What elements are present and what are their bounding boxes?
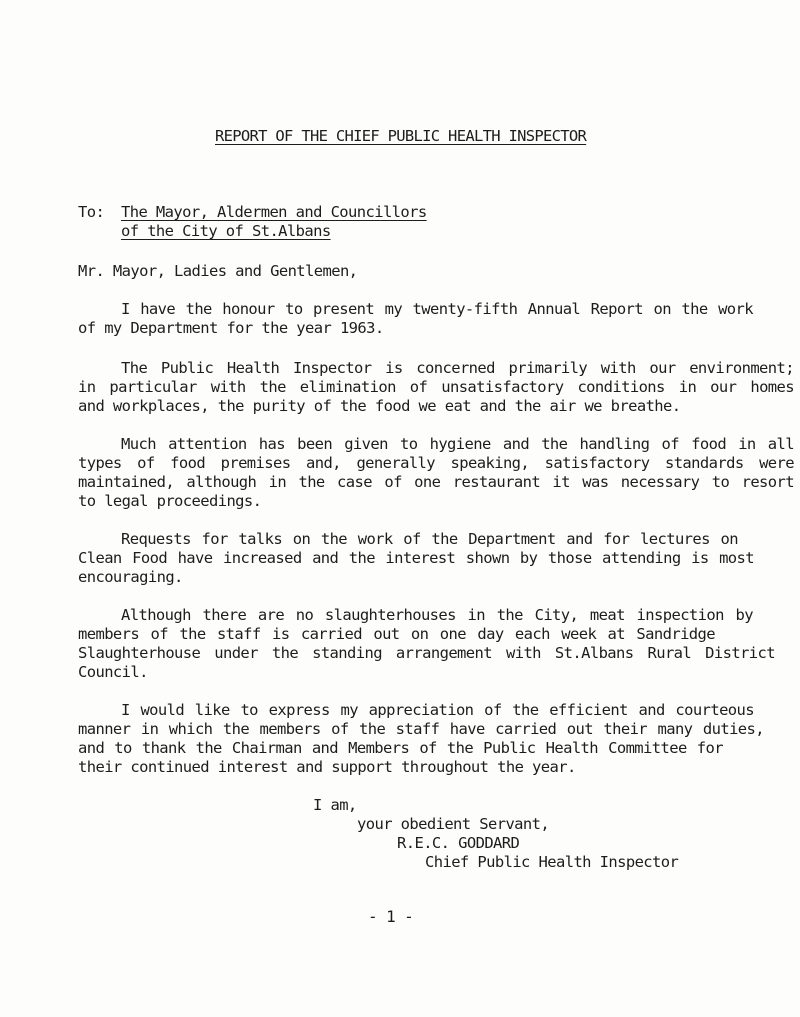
addressee-line-2: of the City of St.Albans [121, 222, 331, 240]
paragraph-3-line-1: Much attention has been given to hygiene and the handling of food in all [121, 435, 794, 453]
paragraph-5-line-4: Council. [78, 663, 148, 681]
paragraph-2-line-1: The Public Health Inspector is concerned primarily with our environment; [121, 359, 794, 377]
paragraph-1-line-1: I have the honour to present my twenty-fifth Annual Report on the work [121, 300, 753, 318]
paragraph-4-line-1: Requests for talks on the work of the Department and for lectures on [121, 530, 738, 548]
paragraph-1-line-2: of my Department for the year 1963. [78, 319, 384, 337]
paragraph-3-line-4: to legal proceedings. [78, 492, 262, 510]
addressee-line-1: The Mayor, Aldermen and Councillors [121, 203, 427, 221]
paragraph-3-line-2: types of food premises and, generally speaking, satisfactory standards were [78, 454, 794, 472]
paragraph-2-line-3: and workplaces, the purity of the food we eat and the air we breathe. [78, 397, 681, 415]
signatory-name: R.E.C. GODDARD [397, 834, 520, 852]
paragraph-5-line-2: members of the staff is carried out on one day each week at Sandridge [78, 625, 715, 643]
salutation: Mr. Mayor, Ladies and Gentlemen, [78, 262, 358, 280]
to-label: To: [78, 203, 105, 221]
page-number: - 1 - [368, 907, 414, 926]
closing-line-2: your obedient Servant, [357, 815, 550, 833]
report-title: REPORT OF THE CHIEF PUBLIC HEALTH INSPECTOR [215, 127, 587, 145]
paragraph-6-line-2: manner in which the members of the staff have carried out their many duties, [78, 720, 764, 738]
paragraph-4-line-2: Clean Food have increased and the interest shown by those attending is most [78, 549, 754, 567]
paragraph-6-line-3: and to thank the Chairman and Members of the Public Health Committee for [78, 739, 723, 757]
paragraph-2-line-2: in particular with the elimination of unsatisfactory conditions in our homes [78, 378, 794, 396]
paragraph-5-line-1: Although there are no slaughterhouses in the City, meat inspection by [121, 606, 753, 624]
paragraph-6-line-1: I would like to express my appreciation of the efficient and courteous [121, 701, 754, 719]
paragraph-5-line-3: Slaughterhouse under the standing arrangement with St.Albans Rural District [78, 644, 775, 662]
signatory-position: Chief Public Health Inspector [425, 853, 679, 871]
closing-line-1: I am, [313, 796, 357, 814]
paragraph-4-line-3: encouraging. [78, 568, 183, 586]
paragraph-3-line-3: maintained, although in the case of one restaurant it was necessary to resort [78, 473, 794, 491]
paragraph-6-line-4: their continued interest and support throughout the year. [78, 758, 576, 776]
